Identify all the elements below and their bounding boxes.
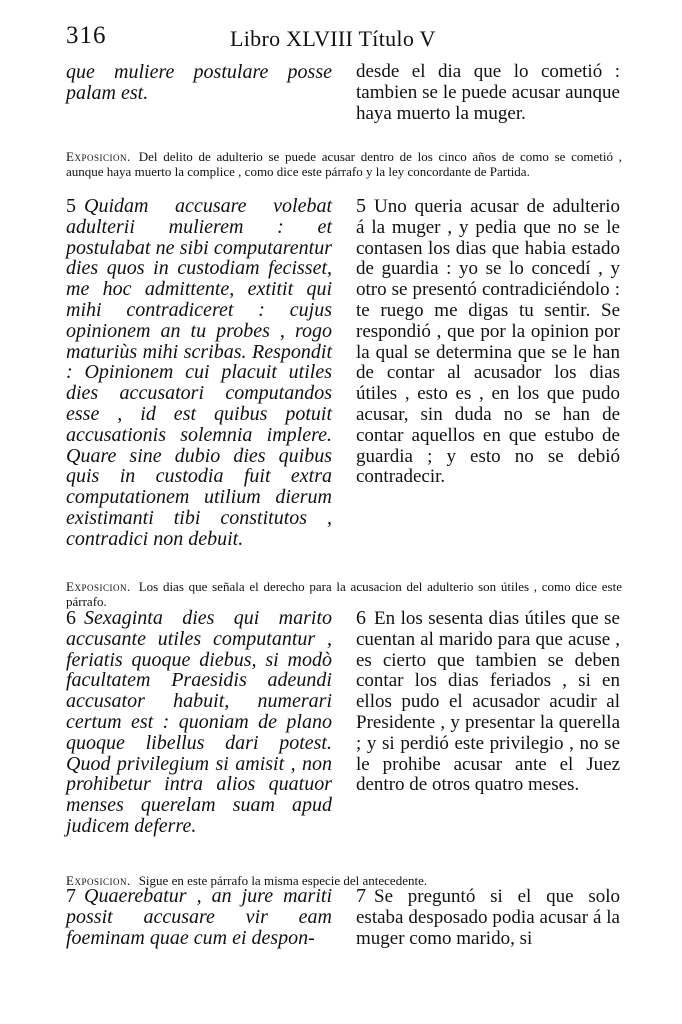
commentary-label: Exposicion. <box>66 579 131 594</box>
latin-paragraph <box>66 886 332 948</box>
latin-paragraph <box>66 196 332 550</box>
commentary-label: Exposicion. <box>66 149 131 164</box>
spanish-paragraph <box>356 608 620 796</box>
commentary-label: Exposicion. <box>66 873 131 888</box>
latin-text: Sexaginta dies qui marito accusante utiles computantur , feriatis quoque diebus, si modò facultatem Praesidis adeundi accusator habuit, numerari certum est : quoniam de plano quoque libellus dari potest. Quod privilegium si amisit , non prohibetur intra alios quatuor menses querelam suam apud judicem deferre. <box>66 607 332 837</box>
page-number: 316 <box>66 22 107 49</box>
commentary-text: Del delito de adulterio se puede acusar dentro de los cinco años de como se cometió , aunque haya muerto la complice , como dice este párrafo y la ley concordante de Partida. <box>66 149 622 179</box>
latin-text: Quaerebatur , an jure mariti possit accusare vir eam foeminam quae cum ei despon- <box>66 885 332 949</box>
page-header <box>66 20 620 52</box>
commentary-block <box>66 149 622 179</box>
commentary-text: Los dias que señala el derecho para la acusacion del adulterio son útiles , como dice este párrafo. <box>66 579 622 609</box>
paragraph-number: 6 <box>66 607 76 629</box>
spanish-text: Uno queria acusar de adulterio á la muger , y pedia que no se le contasen los dias que habia estado de guardia : yo se lo concedí , y otro se presentó contradiciéndolo : te ruego me digas tu sentir. Se respondió , que por la opinion por la qual se determina que se le han de contar al acusador los dias útiles , esto es , en los que pudo acusar, sin duda no se han de contar aquellos en que estubo de guardia ; y esto no se debió contradecir. <box>356 196 620 488</box>
paragraph-number: 5 <box>66 195 76 217</box>
latin-text: que muliere postulare posse palam est. <box>66 61 332 104</box>
commentary-text: Sigue en este párrafo la misma especie del antecedente. <box>138 873 428 888</box>
spanish-text: Se preguntó si el que solo estaba desposado podia acusar á la muger como marido, si <box>356 886 620 949</box>
paragraph-number: 6 <box>356 607 366 629</box>
running-head: Libro XLVIII Título V <box>230 26 436 51</box>
spanish-text: En los sesenta dias útiles que se cuentan al marido para que acuse , es cierto que tambien se deben contar los dias feriados , si en ellos pudo el acusador acudir al Presidente , y presentar la querella ; y si perdió este privilegio , no se le prohibe acusar ante el Juez dentro de otros quatro meses. <box>356 608 620 796</box>
paragraph-number: 5 <box>356 195 366 217</box>
latin-paragraph <box>66 608 332 837</box>
commentary-block <box>66 579 622 609</box>
spanish-paragraph <box>356 886 620 949</box>
latin-text: Quidam accusare volebat adulterii mulierem : et postulabat ne sibi computarentur dies quos in custodiam fecisset, me hoc admittente, extitit qui mihi contradiceret : cujus opinionem an tu probes , rogo maturiùs mihi scribas. Respondit : Opinionem cui placuit utiles dies accusatori computandos esse , id est quibus potuit accusationis solemnia implere. Quare sine dubio dies quibus quis in custodia fuit extra computationem utilium dierum existimanti tibi constitutos , contradici non debuit. <box>66 195 332 550</box>
paragraph-number: 7 <box>356 885 366 907</box>
spanish-text: desde el dia que lo cometió : tambien se le puede acusar aunque haya muerto la muger. <box>356 61 620 124</box>
spanish-paragraph <box>356 196 620 488</box>
paragraph-number: 7 <box>66 885 76 907</box>
